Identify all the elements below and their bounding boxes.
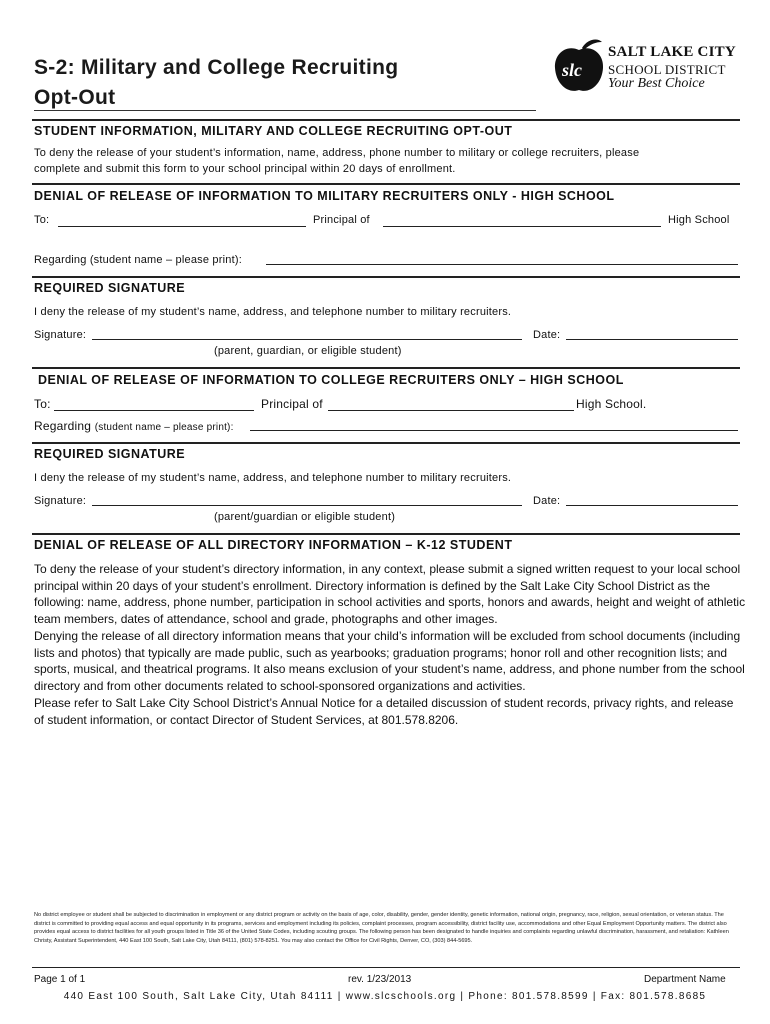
slc-apple-logo-icon [552, 36, 608, 96]
logo-tagline: Your Best Choice [608, 76, 705, 91]
nondiscrimination-statement: No district employee or student shall be subjected to discrimination in employment or any district program or activity on the basis of age, color, disability, gender, gender identity, genetic information, national origin, pregnancy, race, religion, sexual orientation, or veteran status. The district is committed to providing equal access and equal opportunity in its programs, services and employment including its policies, complaint processes, program accessibility, district facility use, accommodations and other Equal Employment Opportunity matters. The district also provides equal access to district facilities for all youth groups listed in Title 36 of the United State Codes, including scouting groups. The following person has been designated to handle inquiries and complaints regarding unlawful discrimination, harassment, and retaliation: Kathleen Christy, Assistant Superintendent, 440 East 100 South, Salt Lake City, Utah 84111, (801) 578-8251. You may also contact the Office for Civil Rights, Denver, CO, (303) 844-5695. [34, 912, 729, 944]
section-divider [32, 367, 740, 369]
college-signature-field[interactable] [92, 505, 522, 506]
directory-paragraph-2: Denying the release of all directory information means that your child’s information will be excluded from school documents (including lists and photos) that typically are made public, such as yearbooks; graduation programs; honor roll and other recognition lists; and sports, musical, and theatrical programs. It also means exclusion of your student’s name, address, and phone number from the school directory and from other documents related to school-sponsored organizations and activities. [34, 629, 745, 693]
military-school-field[interactable] [383, 226, 661, 227]
student-info-text-2: complete and submit this form to your school principal within 20 days of enrollment. [34, 163, 456, 175]
military-heading: DENIAL OF RELEASE OF INFORMATION TO MILITARY RECRUITERS ONLY - HIGH SCHOOL [34, 189, 615, 203]
college-signer-note: (parent/guardian or eligible student) [214, 511, 396, 523]
logo-name: SALT LAKE CITY [608, 44, 736, 60]
section-divider [32, 183, 740, 185]
district-address: 440 East 100 South, Salt Lake City, Utah 84111 | www.slcschools.org | Phone: 801.578.8599 | Fax: 801.578.8685 [63, 991, 707, 1002]
college-signature-text: I deny the release of my student’s name, address, and telephone number to military recruiters. [34, 472, 512, 484]
military-principal-label: Principal of [313, 214, 370, 226]
military-signature-text: I deny the release of my student’s name, address, and telephone number to military recruiters. [34, 306, 512, 318]
page-title-line2: Opt-Out [34, 86, 116, 109]
revision-date: rev. 1/23/2013 [348, 974, 412, 985]
college-principal-label: Principal of [261, 397, 323, 411]
military-signer-note: (parent, guardian, or eligible student) [214, 345, 402, 357]
military-to-field[interactable] [58, 226, 306, 227]
page-title: S-2: Military and College Recruiting [34, 56, 399, 79]
military-regarding-label: Regarding (student name – please print): [34, 254, 242, 266]
college-student-name-field[interactable] [250, 430, 738, 431]
college-to-label: To: [34, 397, 51, 411]
college-school-field[interactable] [328, 410, 574, 411]
military-date-label: Date: [533, 329, 561, 341]
military-signature-field[interactable] [92, 339, 522, 340]
military-student-name-field[interactable] [266, 264, 738, 265]
section-divider [32, 119, 740, 121]
page-number: Page 1 of 1 [34, 974, 86, 985]
svg-text:slc: slc [562, 60, 582, 80]
department-name: Department Name [644, 974, 726, 985]
college-signature-heading: REQUIRED SIGNATURE [34, 447, 186, 461]
section-divider [32, 442, 740, 444]
college-regarding-label [34, 419, 234, 433]
college-date-label: Date: [533, 495, 561, 507]
college-heading: DENIAL OF RELEASE OF INFORMATION TO COLLEGE RECRUITERS ONLY – HIGH SCHOOL [38, 373, 624, 387]
student-info-heading: STUDENT INFORMATION, MILITARY AND COLLEGE RECRUITING OPT-OUT [34, 124, 513, 138]
military-to-label: To: [34, 214, 50, 226]
student-info-text-1: To deny the release of your student’s information, name, address, phone number to military or college recruiters, please [34, 147, 640, 159]
college-date-field[interactable] [566, 505, 738, 506]
title-divider [34, 110, 536, 111]
military-signature-label: Signature: [34, 329, 87, 341]
section-divider [32, 276, 740, 278]
directory-heading: DENIAL OF RELEASE OF ALL DIRECTORY INFORMATION – K-12 STUDENT [34, 538, 513, 552]
footer-divider [32, 967, 740, 968]
directory-paragraph-3: Please refer to Salt Lake City School District’s Annual Notice for a detailed discussion of student records, privacy rights, and release of student information, or contact Director of Student Services, at 801.578.8206. [34, 696, 734, 727]
section-divider [32, 533, 740, 535]
college-regarding-main: Regarding [34, 419, 92, 433]
logo-district: SCHOOL DISTRICT [608, 62, 726, 77]
college-high-school-label: High School. [576, 397, 647, 411]
directory-paragraph-1: To deny the release of your student’s directory information, in any context, please submit a signed written request to your local school principal within 20 days of your student’s enrollment. Directory information is defined by the Salt Lake City School District as the following: name, address, phone number, participation in school activities and sports, honors and awards, height and weight of athletic team members, dates of attendance, school and grade, photographs and other images. [34, 562, 746, 626]
college-signature-label: Signature: [34, 495, 87, 507]
college-to-field[interactable] [54, 410, 254, 411]
military-high-school-label: High School [668, 214, 730, 226]
military-signature-heading: REQUIRED SIGNATURE [34, 281, 186, 295]
college-regarding-sub: (student name – please print): [94, 422, 234, 433]
military-date-field[interactable] [566, 339, 738, 340]
